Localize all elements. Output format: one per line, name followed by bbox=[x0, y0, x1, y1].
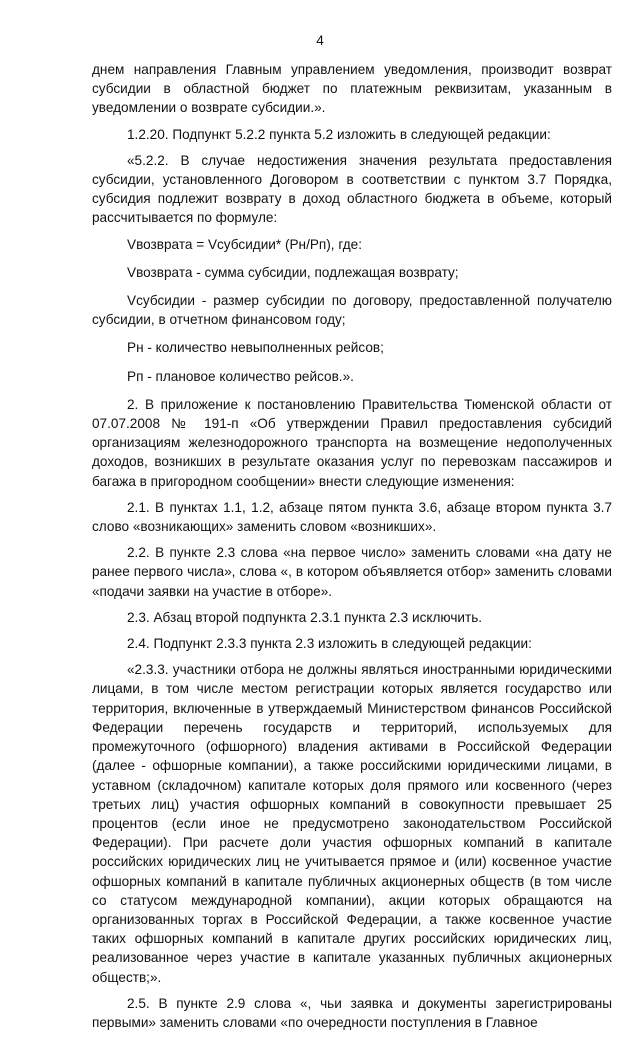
definition-vvozvrata: Vвозврата - сумма субсидии, подлежащая возврату; bbox=[127, 264, 459, 280]
paragraph-2-2: 2.2. В пункте 2.3 слова «на первое число» заменить словами «на дату не ранее первого числа», слова «, в котором объявляется отбор» заменить словами «подачи заявки на участие в отборе». bbox=[92, 545, 612, 599]
page-number: 4 bbox=[316, 33, 324, 48]
definition-vsubsidii: Vсубсидии - размер субсидии по договору, предоставленной получателю субсидии, в отчетном финансовом году; bbox=[92, 293, 612, 328]
definition-rn: Рн - количество невыполненных рейсов; bbox=[127, 340, 384, 356]
paragraph-2-3-3: «2.3.3. участники отбора не должны являться иностранными юридическими лицами, в том числе местом регистрации которых является государство или территория, включенные в утверждаемый Министерством финансов Российской Федерации перечень государств и территорий, используемых для промежуточного (офшорного) владения активами в Российской Федерации (далее - офшорные компании), а также российскими юридическими лицами, в уставном (складочном) капитале которых доля прямого или косвенного (через третьих лиц) участия офшорных компаний в совокупности превышает 25 процентов (если иное не предусмотрено законодательством Российской Федерации). При расчете доли участия офшорных компаний в капитале российских юридических лиц не учитывается прямое и (или) косвенное участие офшорных компаний в капитале публичных акционерных обществ (в том числе со статусом международной компании), акции которых обращаются на организованных торгах в Российской Федерации, а также косвенное участие таких офшорных компаний в капитале других российских юридических лиц, реализованное через участие в капитале указанных публичных акционерных обществ;». bbox=[92, 662, 612, 985]
paragraph-5-2-2: «5.2.2. В случае недостижения значения результата предоставления субсидии, установленного Договором в соответствии с пунктом 3.7 Порядка, субсидия подлежит возврату в доход областного бюджета в объеме, который рассчитывается по формуле: bbox=[92, 152, 612, 226]
paragraph-2-5: 2.5. В пункте 2.9 слова «, чьи заявка и документы зарегистрированы первыми» заменить словами «по очередности поступления в Главное bbox=[92, 995, 612, 1030]
paragraph-continuation: днем направления Главным управлением уведомления, производит возврат субсидии в областной бюджет по платежным реквизитам, указанным в уведомлении о возврате субсидии.». bbox=[92, 62, 612, 116]
paragraph-2-4: 2.4. Подпункт 2.3.3 пункта 2.3 изложить в следующей редакции: bbox=[127, 636, 532, 652]
paragraph-1-2-20: 1.2.20. Подпункт 5.2.2 пункта 5.2 изложить в следующей редакции: bbox=[127, 126, 551, 142]
formula-line: Vвозврата = Vсубсидии* (Рн/Рп), где: bbox=[127, 236, 362, 252]
definition-rp: Рп - плановое количество рейсов.». bbox=[127, 368, 354, 384]
paragraph-2: 2. В приложение к постановлению Правительства Тюменской области от 07.07.2008 № 191-п «Об утверждении Правил предоставления субсидий организациям железнодорожного транспорта на возмещение недополученных доходов, возникших в результате оказания услуг по перевозкам пассажиров и багажа в пригородном сообщении» внести следующие изменения: bbox=[92, 396, 612, 489]
document-body bbox=[92, 60, 612, 1039]
paragraph-2-1: 2.1. В пунктах 1.1, 1.2, абзаце пятом пункта 3.6, абзаце втором пункта 3.7 слово «возникающих» заменить словом «возникших». bbox=[92, 499, 612, 535]
paragraph-2-3: 2.3. Абзац второй подпункта 2.3.1 пункта 2.3 исключить. bbox=[127, 609, 483, 625]
